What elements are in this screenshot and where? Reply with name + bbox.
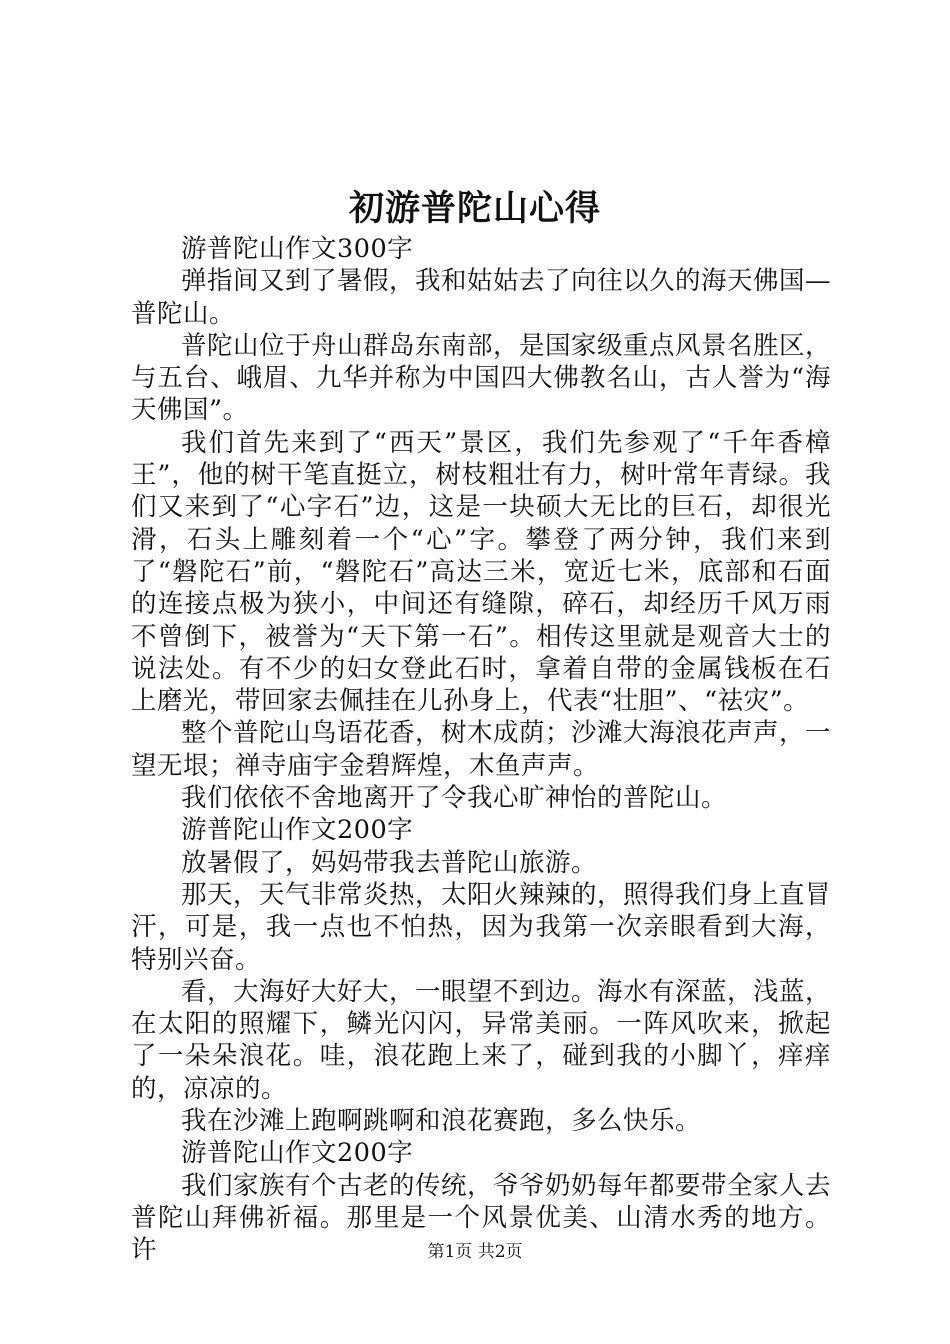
paragraph-essay-heading-2: 游普陀山作文200字: [181, 815, 414, 846]
document-title: 初游普陀山心得: [348, 188, 601, 229]
document-body: [131, 233, 831, 1267]
paragraph: 整个普陀山鸟语花香，树木成荫；沙滩大海浪花声声，一望无垠；禅寺庙宇金碧辉煌，木鱼声声。: [131, 718, 832, 781]
paragraph: 普陀山位于舟山群岛东南部，是国家级重点风景名胜区，与五台、峨眉、九华并称为中国四大佛教名山，古人誉为“海天佛国”。: [131, 330, 832, 426]
paragraph: 我们依依不舍地离开了令我心旷神怡的普陀山。: [181, 783, 728, 814]
paragraph: 那天，天气非常炎热，太阳火辣辣的，照得我们身上直冒汗，可是，我一点也不怕热，因为我第一次亲眼看到大海，特别兴奋。: [131, 879, 832, 975]
page-number-footer: 第1页 共2页: [427, 1242, 523, 1262]
paragraph-essay-heading-1: 游普陀山作文300字: [181, 234, 414, 264]
paragraph: 我们首先来到了“西天”景区，我们先参观了“千年香樟王”，他的树干笔直挺立，树枝粗壮有力，树叶常年青绿。我们又来到了“心字石”边，这是一块硕大无比的巨石，却很光滑，石头上雕刻着一个“心”字。攀登了两分钟，我们来到了“磐陀石”前，“磐陀石”高达三米，宽近七米，底部和石面的连接点极为狭小，中间还有缝隙，碎石，却经历千风万雨不曾倒下，被誉为“天下第一石”。相传这里就是观音大士的说法处。有不少的妇女登此石时，拿着自带的金属钱板在石上磨光，带回家去佩挂在儿孙身上，代表“壮胆”、“祛灾”。: [131, 427, 831, 717]
paragraph: 弹指间又到了暑假，我和姑姑去了向往以久的海天佛国—普陀山。: [131, 266, 832, 329]
paragraph: 我们家族有个古老的传统，爷爷奶奶每年都要带全家人去普陀山拜佛祈福。那里是一个风景优美、山清水秀的地方。许: [131, 1170, 832, 1266]
paragraph: 我在沙滩上跑啊跳啊和浪花赛跑，多么快乐。: [181, 1106, 702, 1137]
paragraph-essay-heading-3: 游普陀山作文200字: [181, 1138, 414, 1169]
paragraph: 看，大海好大好大，一眼望不到边。海水有深蓝，浅蓝，在太阳的照耀下，鳞光闪闪，异常美丽。一阵风吹来，掀起了一朵朵浪花。哇，浪花跑上来了，碰到我的小脚丫，痒痒的，凉凉的。: [131, 976, 832, 1104]
paragraph: 放暑假了，妈妈带我去普陀山旅游。: [181, 847, 598, 878]
